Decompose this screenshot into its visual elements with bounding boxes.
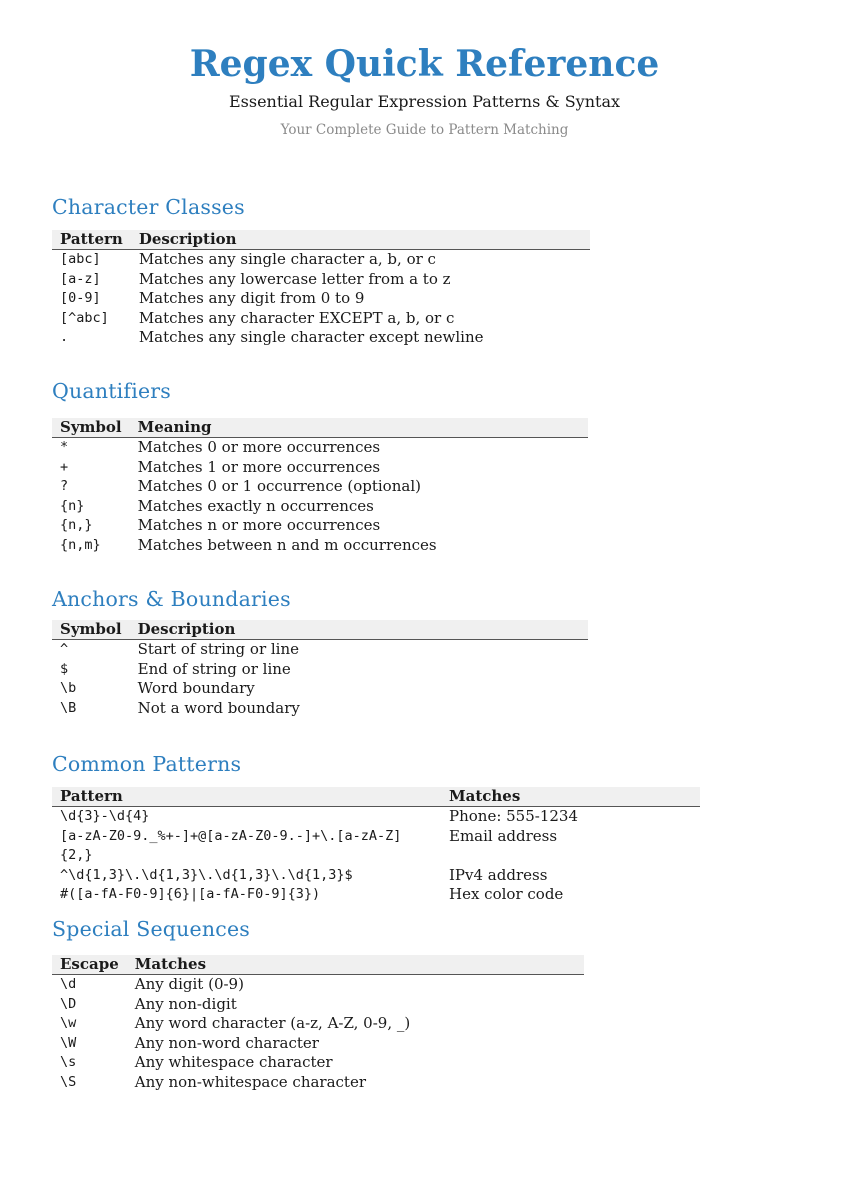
escape-cell: \d xyxy=(60,976,77,992)
section-heading: Special Sequences xyxy=(52,917,250,941)
table-row xyxy=(52,289,590,309)
description-cell: Matches any digit from 0 to 9 xyxy=(138,289,365,307)
symbol-cell: * xyxy=(60,439,69,455)
symbol-cell: ^ xyxy=(60,641,69,657)
column-header: Escape xyxy=(52,955,127,975)
table-row xyxy=(52,458,588,478)
pattern-cell: [a-zA-Z0-9._%+-]+@[a-zA-Z0-9.-]+\.[a-zA-Z]{2,} xyxy=(60,827,402,863)
table-row xyxy=(52,1014,584,1034)
common-patterns-table xyxy=(52,787,700,905)
table-row xyxy=(52,660,588,680)
symbol-cell: \B xyxy=(60,699,77,716)
matches-cell: Any whitespace character xyxy=(134,1053,333,1071)
section-common-patterns xyxy=(52,751,700,905)
description-cell: End of string or line xyxy=(137,659,291,678)
table-row xyxy=(52,497,588,517)
pattern-cell: [^abc] xyxy=(60,309,109,326)
symbol-cell: $ xyxy=(60,660,69,677)
meaning-cell: Matches between n and m occurrences xyxy=(137,535,437,554)
matches-cell: Any digit (0-9) xyxy=(134,975,244,993)
meaning-cell: Matches 0 or more occurrences xyxy=(137,438,381,456)
column-header: Pattern xyxy=(52,787,441,807)
description-cell: Matches any single character except newline xyxy=(138,328,484,346)
symbol-cell: \b xyxy=(60,680,77,696)
table-row xyxy=(52,536,588,556)
column-header: Symbol xyxy=(52,620,130,640)
meaning-cell: Matches 1 or more occurrences xyxy=(137,457,381,476)
symbol-cell: ? xyxy=(60,478,69,494)
special-sequences-table xyxy=(52,955,584,1092)
description-cell: Matches any character EXCEPT a, b, or c xyxy=(138,308,455,327)
table-row xyxy=(52,1053,584,1073)
column-header: Symbol xyxy=(52,418,130,438)
table-row xyxy=(52,1073,584,1093)
description-cell: Start of string or line xyxy=(137,640,300,658)
table-row xyxy=(52,679,588,699)
table-row xyxy=(52,885,700,905)
table-row xyxy=(52,807,700,827)
section-special-sequences xyxy=(52,916,584,1092)
matches-cell: Email address xyxy=(449,826,558,845)
matches-cell: IPv4 address xyxy=(449,865,548,884)
matches-cell: Any non-word character xyxy=(134,1033,319,1052)
table-row xyxy=(52,270,590,290)
table-row xyxy=(52,438,588,458)
table-row xyxy=(52,699,588,719)
escape-cell: \w xyxy=(60,1015,77,1031)
description-cell: Word boundary xyxy=(137,679,255,697)
column-header: Meaning xyxy=(130,418,588,438)
quantifiers-table xyxy=(52,418,588,555)
table-row xyxy=(52,1034,584,1054)
matches-cell: Hex color code xyxy=(449,885,564,903)
column-header: Description xyxy=(130,620,588,640)
table-row xyxy=(52,250,590,270)
escape-cell: \W xyxy=(60,1034,77,1051)
anchors-table xyxy=(52,620,588,718)
table-row xyxy=(52,309,590,329)
meaning-cell: Matches exactly n occurrences xyxy=(137,496,374,515)
description-cell: Matches any lowercase letter from a to z xyxy=(138,269,451,288)
column-header: Pattern xyxy=(52,230,131,250)
column-header: Description xyxy=(131,230,590,250)
table-header-row xyxy=(52,230,590,250)
section-heading: Common Patterns xyxy=(52,752,242,776)
table-header-row xyxy=(52,620,588,640)
table-row xyxy=(52,995,584,1015)
column-header: Matches xyxy=(127,955,584,975)
description-cell: Not a word boundary xyxy=(137,698,300,717)
section-quantifiers xyxy=(52,378,588,555)
meaning-cell: Matches n or more occurrences xyxy=(137,516,381,534)
table-header-row xyxy=(52,787,700,807)
escape-cell: \S xyxy=(60,1073,77,1090)
table-row xyxy=(52,328,590,348)
section-heading: Quantifiers xyxy=(52,379,172,403)
pattern-cell: . xyxy=(60,329,69,345)
matches-cell: Any non-digit xyxy=(134,994,237,1013)
section-heading: Anchors & Boundaries xyxy=(52,587,291,611)
table-row xyxy=(52,866,700,886)
table-row xyxy=(52,827,700,866)
pattern-cell: [abc] xyxy=(60,251,101,267)
section-heading: Character Classes xyxy=(52,195,245,219)
matches-cell: Any non-whitespace character xyxy=(134,1072,367,1091)
pattern-cell: [0-9] xyxy=(60,290,101,306)
column-header: Matches xyxy=(441,787,700,807)
meaning-cell: Matches 0 or 1 occurrence (optional) xyxy=(137,477,421,495)
table-row xyxy=(52,640,588,660)
table-header-row xyxy=(52,955,584,975)
section-character-classes xyxy=(52,194,590,348)
pattern-cell: \d{3}-\d{4} xyxy=(60,808,150,824)
symbol-cell: {n,m} xyxy=(60,536,101,553)
symbol-cell: + xyxy=(60,458,69,475)
symbol-cell: {n,} xyxy=(60,517,93,533)
escape-cell: \s xyxy=(60,1054,77,1070)
description-cell: Matches any single character a, b, or c xyxy=(138,250,436,268)
character-classes-table xyxy=(52,230,590,348)
symbol-cell: {n} xyxy=(60,497,85,514)
page-tagline: Your Complete Guide to Pattern Matching xyxy=(280,122,569,138)
page-title: Regex Quick Reference xyxy=(189,43,660,85)
matches-cell: Phone: 555-1234 xyxy=(449,807,579,825)
matches-cell: Any word character (a-z, A-Z, 0-9, _) xyxy=(134,1014,411,1032)
table-header-row xyxy=(52,418,588,438)
table-row xyxy=(52,516,588,536)
pattern-cell: #([a-fA-F0-9]{6}|[a-fA-F0-9]{3}) xyxy=(60,886,321,902)
table-row xyxy=(52,975,584,995)
section-anchors-boundaries xyxy=(52,586,588,718)
pattern-cell: [a-z] xyxy=(60,270,101,287)
table-row xyxy=(52,477,588,497)
page-subtitle: Essential Regular Expression Patterns & Syntax xyxy=(228,92,621,111)
pattern-cell: ^\d{1,3}\.\d{1,3}\.\d{1,3}\.\d{1,3}$ xyxy=(60,866,353,883)
escape-cell: \D xyxy=(60,995,77,1012)
